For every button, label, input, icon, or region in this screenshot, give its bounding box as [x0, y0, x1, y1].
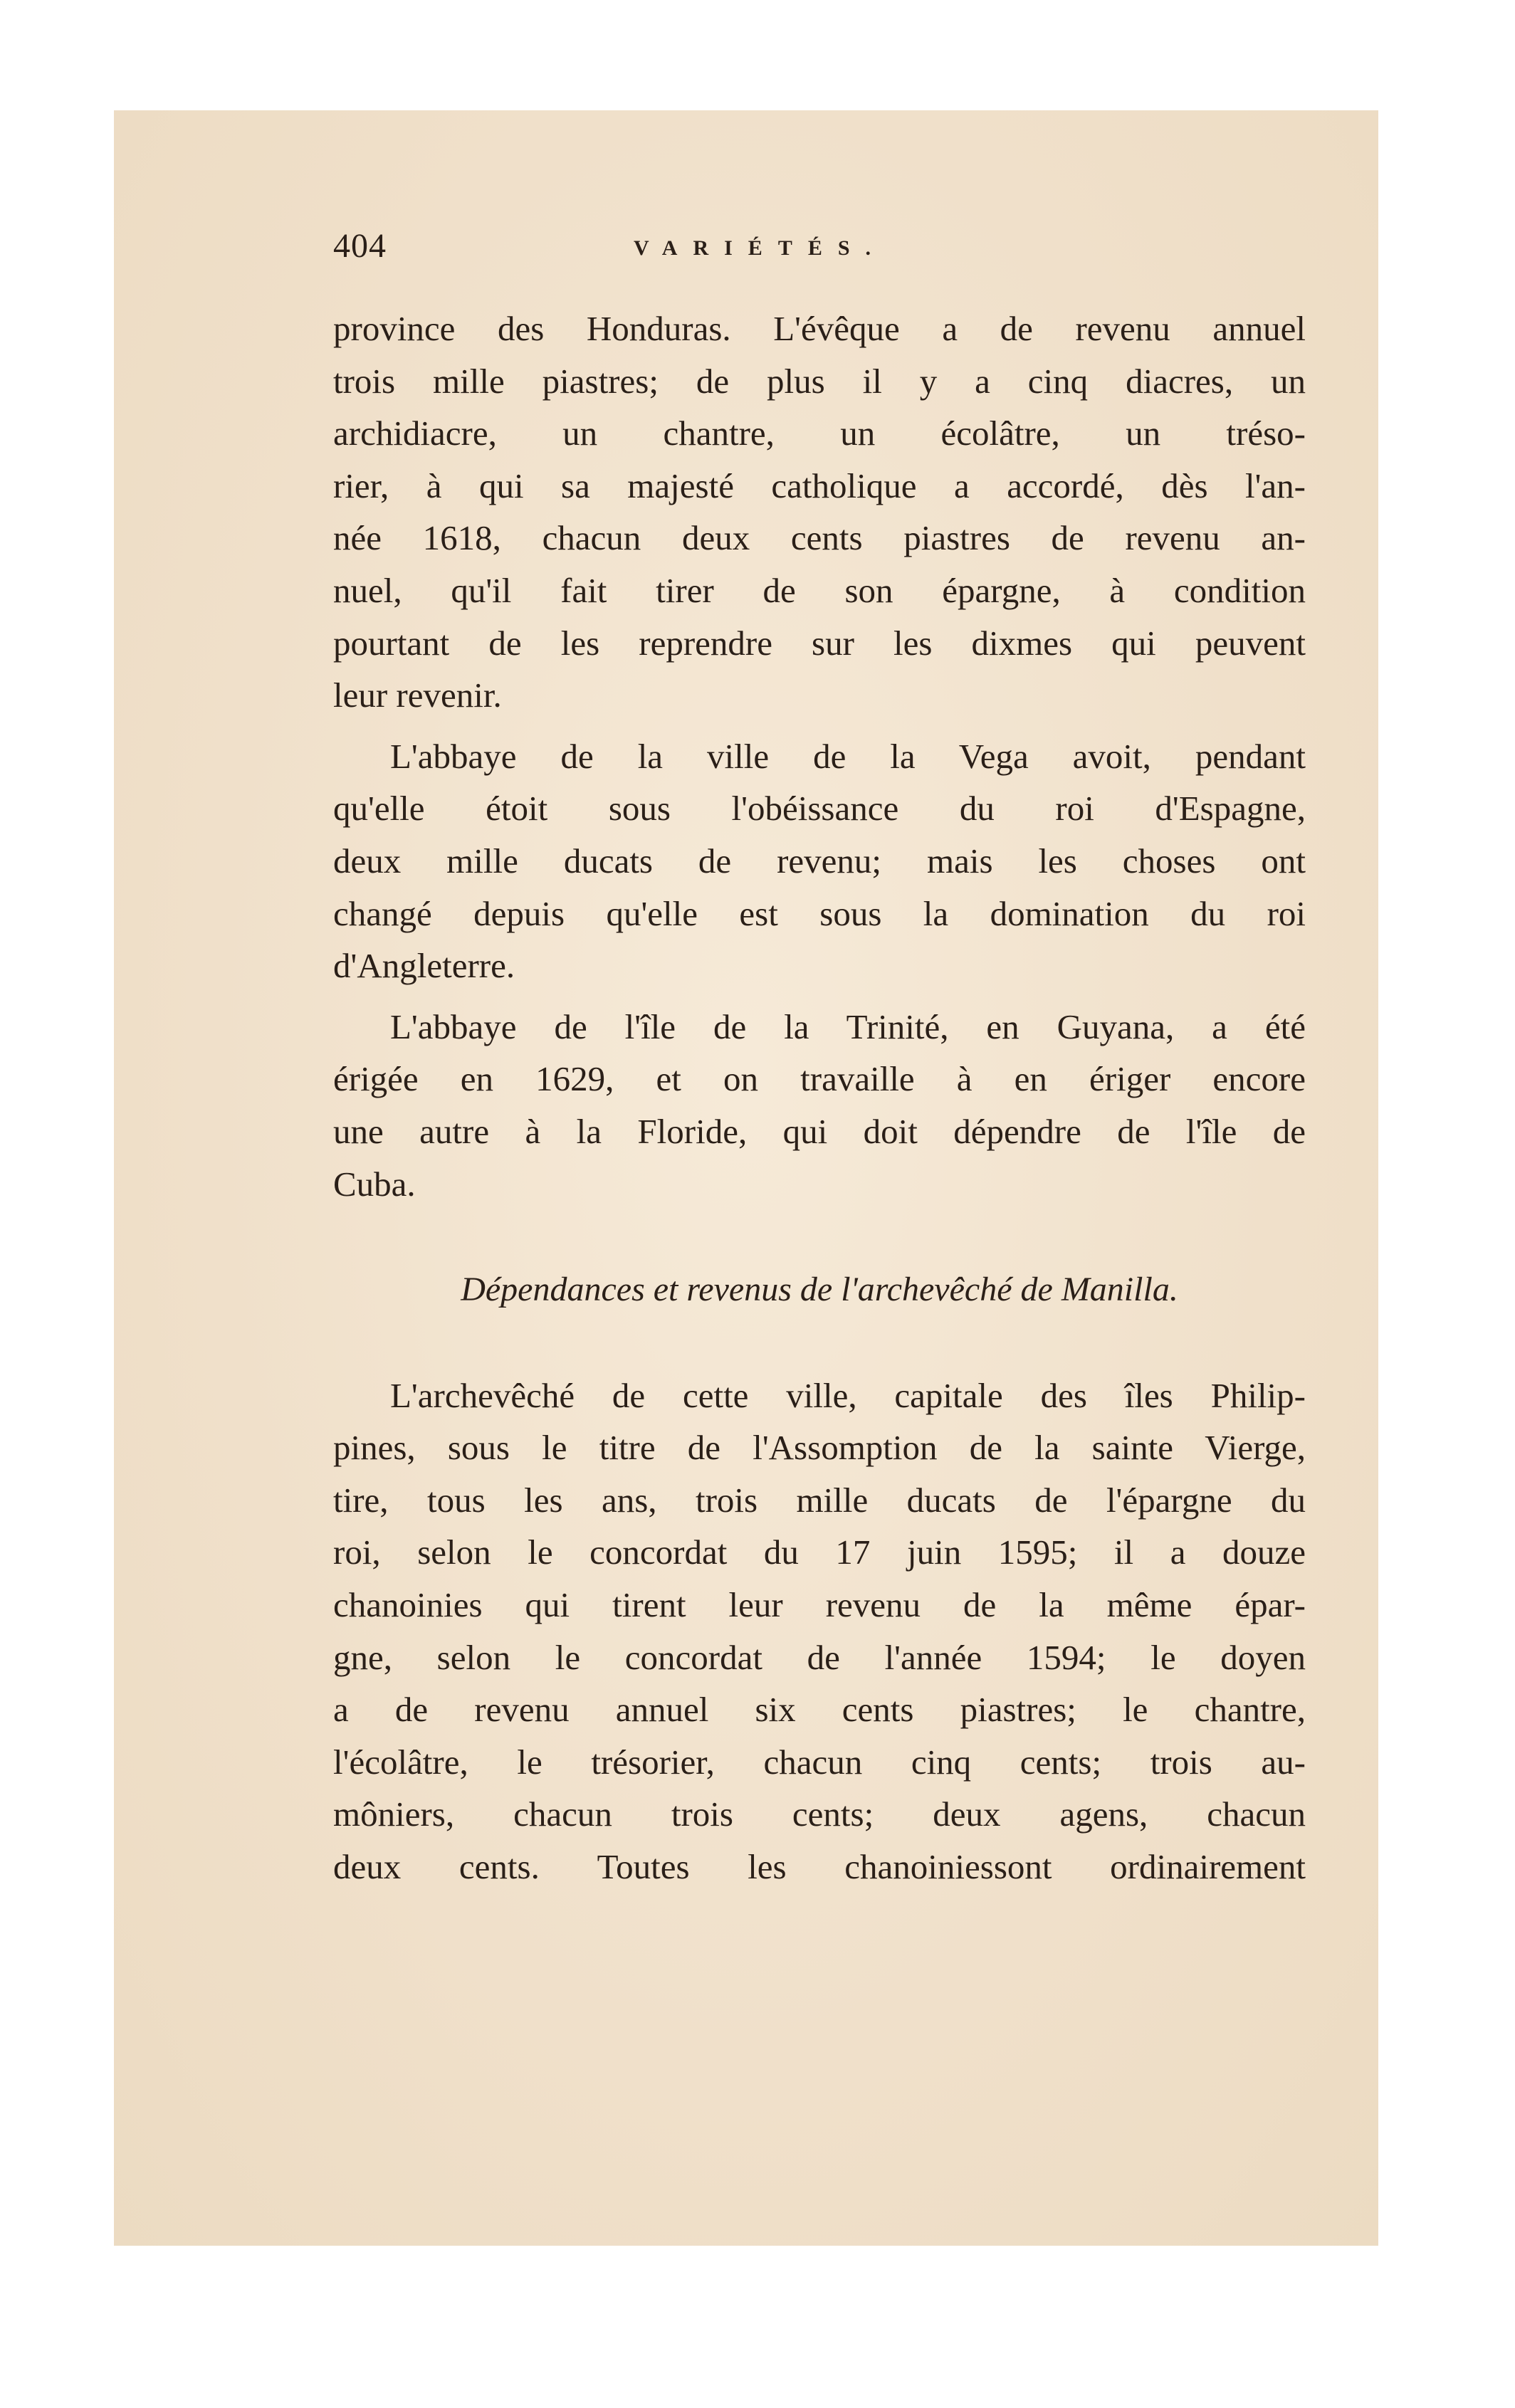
text-line: née 1618, chacun deux cents piastres de revenu an- — [333, 518, 1306, 558]
text-line: pourtant de les reprendre sur les dixmes qui peuvent — [333, 623, 1306, 663]
text-line: d'Angleterre. — [333, 946, 515, 986]
text-line: érigée en 1629, et on travaille à en ériger encore — [333, 1059, 1306, 1099]
text-line: l'écolâtre, le trésorier, chacun cinq cents; trois au- — [333, 1742, 1306, 1782]
text-line: province des Honduras. L'évêque a de revenu annuel — [333, 309, 1306, 348]
text-line: L'abbaye de la ville de la Vega avoit, pendant — [390, 736, 1306, 776]
page-number: 404 — [333, 227, 387, 265]
text-line: L'archevêché de cette ville, capitale des îles Philip- — [390, 1375, 1306, 1415]
text-line: pines, sous le titre de l'Assomption de la sainte Vierge, — [333, 1428, 1306, 1468]
text-line: une autre à la Floride, qui doit dépendre de l'île de — [333, 1111, 1306, 1151]
text-line: trois mille piastres; de plus il y a cinq diacres, un — [333, 361, 1306, 401]
text-line: a de revenu annuel six cents piastres; le chantre, — [333, 1690, 1306, 1730]
text-line: gne, selon le concordat de l'année 1594; le doyen — [333, 1637, 1306, 1677]
text-line: leur revenir. — [333, 675, 502, 715]
body-text — [333, 303, 1306, 1893]
page-header — [228, 226, 1310, 276]
text-line: L'abbaye de l'île de la Trinité, en Guyana, a été — [390, 1006, 1306, 1046]
text-line: rier, à qui sa majesté catholique a accordé, dès l'an- — [333, 466, 1306, 505]
paragraph-vega — [333, 730, 1306, 992]
paragraph-honduras — [333, 303, 1306, 722]
text-line: Cuba. — [333, 1164, 416, 1204]
text-line: nuel, qu'il fait tirer de son épargne, à condition — [333, 570, 1306, 610]
paragraph-manilla — [333, 1369, 1306, 1893]
text-line: changé depuis qu'elle est sous la domination du roi — [333, 893, 1306, 933]
text-line: deux cents. Toutes les chanoiniessont ordinairement — [333, 1847, 1306, 1887]
paragraph-trinite — [333, 1001, 1306, 1210]
text-line: roi, selon le concordat du 17 juin 1595; il a douze — [333, 1532, 1306, 1572]
text-line: archidiacre, un chantre, un écolâtre, un tréso- — [333, 414, 1306, 453]
text-line: qu'elle étoit sous l'obéissance du roi d'Espagne, — [333, 789, 1306, 829]
text-line: chanoinies qui tirent leur revenu de la même épar- — [333, 1585, 1306, 1625]
text-line: deux mille ducats de revenu; mais les choses ont — [333, 841, 1306, 880]
text-line: môniers, chacun trois cents; deux agens, chacun — [333, 1794, 1306, 1834]
section-title: Dépendances et revenus de l'archevêché de Manilla. — [461, 1271, 1178, 1309]
text-line: tire, tous les ans, trois mille ducats de l'épargne du — [333, 1480, 1306, 1520]
running-head: VARIÉTÉS. — [634, 236, 887, 260]
